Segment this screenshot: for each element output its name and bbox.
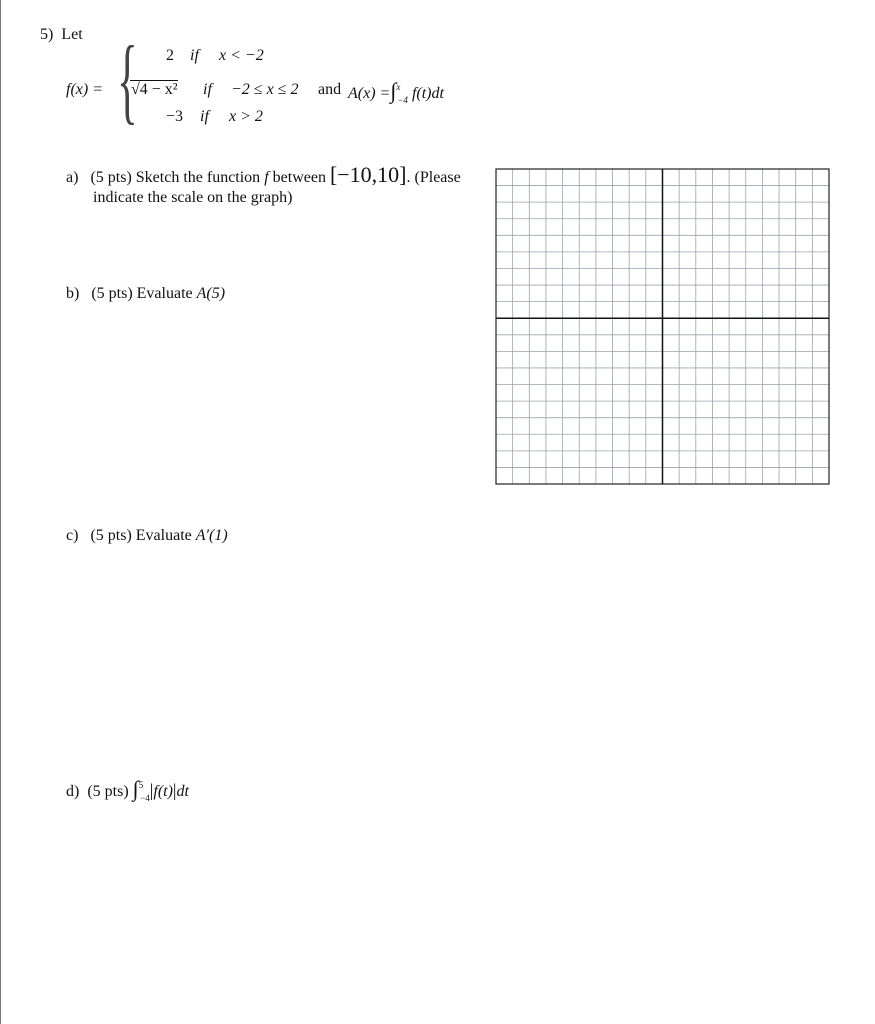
case-3-expr: −3 [166,108,184,125]
case-1-cond: x < −2 [219,47,264,64]
case-1-expr: 2 [166,47,174,64]
part-a-line2: indicate the scale on the graph) [93,189,293,206]
A-definition: A(x) =∫$^x_{-4}$ f(t)dt [348,78,444,105]
piecewise-brace: { [117,26,138,133]
case-3-cond: x > 2 [229,108,263,125]
part-b: b) (5 pts) Evaluate A(5) [66,285,226,302]
part-c: c) (5 pts) Evaluate A′(1) [66,527,228,544]
f-label: f(x) = [66,81,103,98]
part-a-line1: a) (5 pts) Sketch the function f between [−10,10]. (Please [66,162,461,187]
case-2-cond: −2 ≤ x ≤ 2 [231,81,299,98]
case-2-if: if [203,81,212,98]
problem-number: 5) Let [40,26,83,43]
and-word: and [318,81,342,98]
case-2-expr: √4 − x² [131,81,178,98]
page-left-border [0,0,1,1024]
graph-grid[interactable] [495,168,831,486]
case-1-if: if [190,47,199,64]
part-d: d) (5 pts) ∫$^5_{-4}$|f(t)|dt [66,776,189,803]
case-3-if: if [200,108,209,125]
